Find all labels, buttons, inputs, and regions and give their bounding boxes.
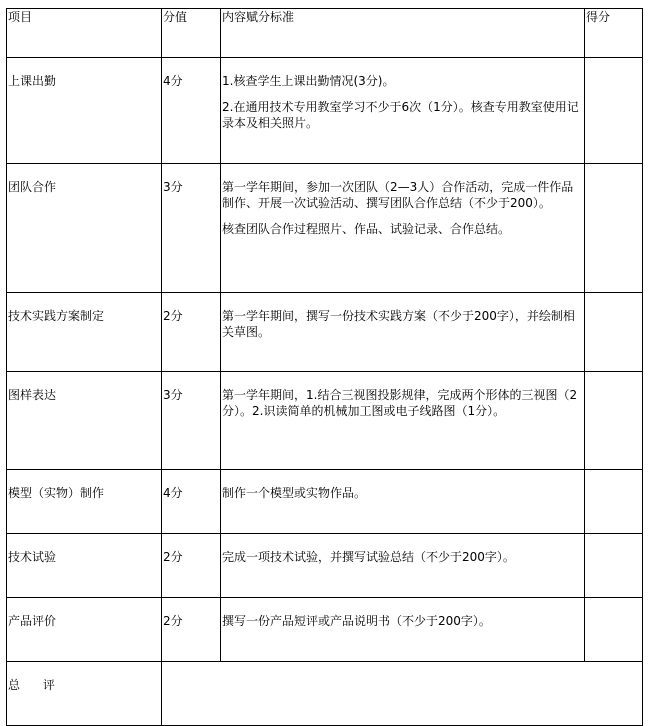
criteria-paragraph: 2.在通用技术专用教室学习不少于6次（1分）。核查专用教室使用记录本及相关照片。: [222, 100, 579, 130]
header-row: [7, 9, 643, 58]
score-cell: 2分: [162, 598, 221, 662]
score-cell: 3分: [162, 164, 221, 293]
criteria-cell: [221, 598, 585, 662]
criteria-paragraph: 第一学年期间，参加一次团队（2—3人）合作活动，完成一件作品制作、开展一次试验活动、撰写团队合作总结（不少于200）。: [222, 180, 574, 210]
criteria-cell: [221, 293, 585, 372]
table-row-test: [7, 534, 643, 598]
score-cell: 3分: [162, 372, 221, 470]
table-row-model: [7, 470, 643, 534]
got-cell[interactable]: [585, 164, 643, 293]
criteria-cell: [221, 534, 585, 598]
score-cell: 2分: [162, 534, 221, 598]
criteria-paragraph: 撰写一份产品短评或产品说明书（不少于200字）。: [222, 614, 491, 628]
table-row-plan: [7, 293, 643, 372]
table-row-attendance: [7, 58, 643, 164]
table-row-drawing: [7, 372, 643, 470]
got-cell[interactable]: [585, 293, 643, 372]
criteria-paragraph: 制作一个模型或实物作品。: [222, 486, 367, 500]
criteria-cell: [221, 164, 585, 293]
header-score: 分值: [162, 9, 221, 58]
criteria-paragraph: 第一学年期间，撰写一份技术实践方案（不少于200字），并绘制相关草图。: [222, 309, 575, 339]
item-cell: 产品评价: [7, 598, 162, 662]
got-cell[interactable]: [585, 598, 643, 662]
table-row-evaluation: [7, 598, 643, 662]
criteria-paragraph: 1.核查学生上课出勤情况(3分)。: [222, 74, 395, 88]
got-cell[interactable]: [585, 58, 643, 164]
item-cell: 模型（实物）制作: [7, 470, 162, 534]
item-cell: 技术试验: [7, 534, 162, 598]
item-cell: 图样表达: [7, 372, 162, 470]
total-label: 总 评: [7, 662, 162, 726]
criteria-cell: [221, 470, 585, 534]
scoring-rubric-table: [6, 8, 643, 726]
got-cell[interactable]: [585, 534, 643, 598]
score-cell: 4分: [162, 470, 221, 534]
item-cell: 上课出勤: [7, 58, 162, 164]
header-item: 项目: [7, 9, 162, 58]
criteria-paragraph: 完成一项技术试验，并撰写试验总结（不少于200字）。: [222, 550, 515, 564]
got-cell[interactable]: [585, 372, 643, 470]
criteria-cell: [221, 372, 585, 470]
item-cell: 团队合作: [7, 164, 162, 293]
item-cell: 技术实践方案制定: [7, 293, 162, 372]
header-criteria: 内容赋分标准: [221, 9, 585, 58]
criteria-paragraph: 核查团队合作过程照片、作品、试验记录、合作总结。: [222, 222, 511, 236]
score-cell: 2分: [162, 293, 221, 372]
criteria-paragraph: 第一学年期间，1.结合三视图投影规律，完成两个形体的三视图（2分）。2.识读简单的机械加工图或电子线路图（1分）。: [222, 388, 578, 418]
table-row-total: [7, 662, 643, 726]
table-row-team: [7, 164, 643, 293]
total-value-cell[interactable]: [162, 662, 643, 726]
got-cell[interactable]: [585, 470, 643, 534]
score-cell: 4分: [162, 58, 221, 164]
criteria-cell: [221, 58, 585, 164]
header-got: 得分: [585, 9, 643, 58]
